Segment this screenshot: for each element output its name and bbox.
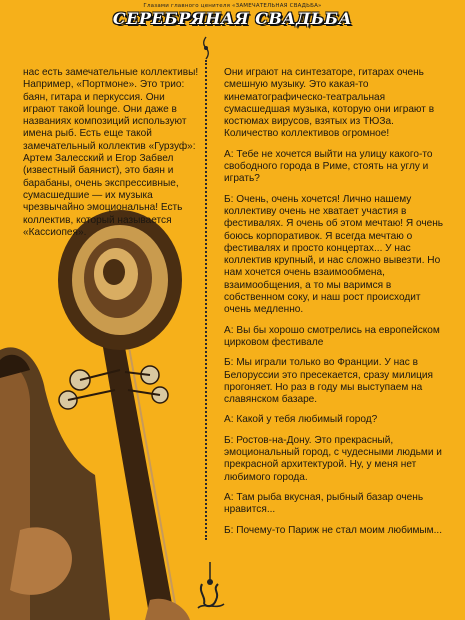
divider-ornament-icon <box>200 36 212 60</box>
magazine-logo: СЕРЕБРЯНАЯ СВАДЬБА <box>112 9 353 28</box>
paragraph: А: Вы бы хорошо смотрелись на европейском цирковом фестивале <box>224 324 440 348</box>
paragraph: А: Какой у тебя любимый город? <box>224 414 378 426</box>
paragraph: Б: Ростов-на-Дону. Это прекрасный, эмоциональный город, с чудесными людьми и прекрасной архитектурой. Ну, у меня нет любимого города. <box>224 434 442 483</box>
paragraph: Б: Очень, очень хочется! Лично нашему коллективу очень не хватает участия в фестивалях. Я очень об этом мечтаю! Я очень боюсь корпоративок. Я всегда мечтаю о фестивалях и просто концертах... У нас коллектив крупный, и нас сложно вывезти. Но нам хочется очень взаимообмена, взаимообщения, а то мы варимся в собственном соку, и наш рост происходит очень медленно. <box>224 193 444 316</box>
left-text-column <box>23 67 199 247</box>
header-kicker: Глазами главного ценителя «ЗАМЕЧАТЕЛЬНАЯ СВАДЬБА» <box>143 3 322 9</box>
paragraph: Б: Почему-то Париж не стал моим любимым... <box>224 524 443 536</box>
paragraph: Они играют на синтезаторе, гитарах очень смешную музыку. Это какая-то кинематографическо-театральная сумасшедшая музыка, которую они играют в костюмах вирусов, взятых из ТЮЗа. Количество коллективов огромное! <box>224 67 435 140</box>
paragraph: А: Там рыба вкусная, рыбный базар очень нравится... <box>224 491 424 516</box>
column-divider <box>205 60 207 540</box>
paragraph: Б: Мы играли только во Франции. У нас в Белоруссии это пресекается, сразу милиция прогоняет. Но раз в году мы выступаем на славянском базаре. <box>224 357 434 406</box>
right-text-column <box>224 67 446 545</box>
paragraph: нас есть замечательные коллективы! Например, «Портмоне». Это трио: баян, гитара и перкуссия. Они играют такой lounge. Они даже в названиях композиций используют имена рыб. Есть еще такой замечательный коллектив «Гурзуф»: Артем Залесский и Егор Забвел (известный баянист), это баян и барабаны, очень экспрессивные, сумасшедшие — их музыка чрезвычайно эмоциональна! Есть коллектив, который называется «Кассиопея». <box>23 67 199 238</box>
paragraph: А: Тебе не хочется выйти на улицу какого-то свободного города в Риме, стоять на углу и играть? <box>224 148 433 185</box>
double-bass-illustration <box>0 200 200 620</box>
